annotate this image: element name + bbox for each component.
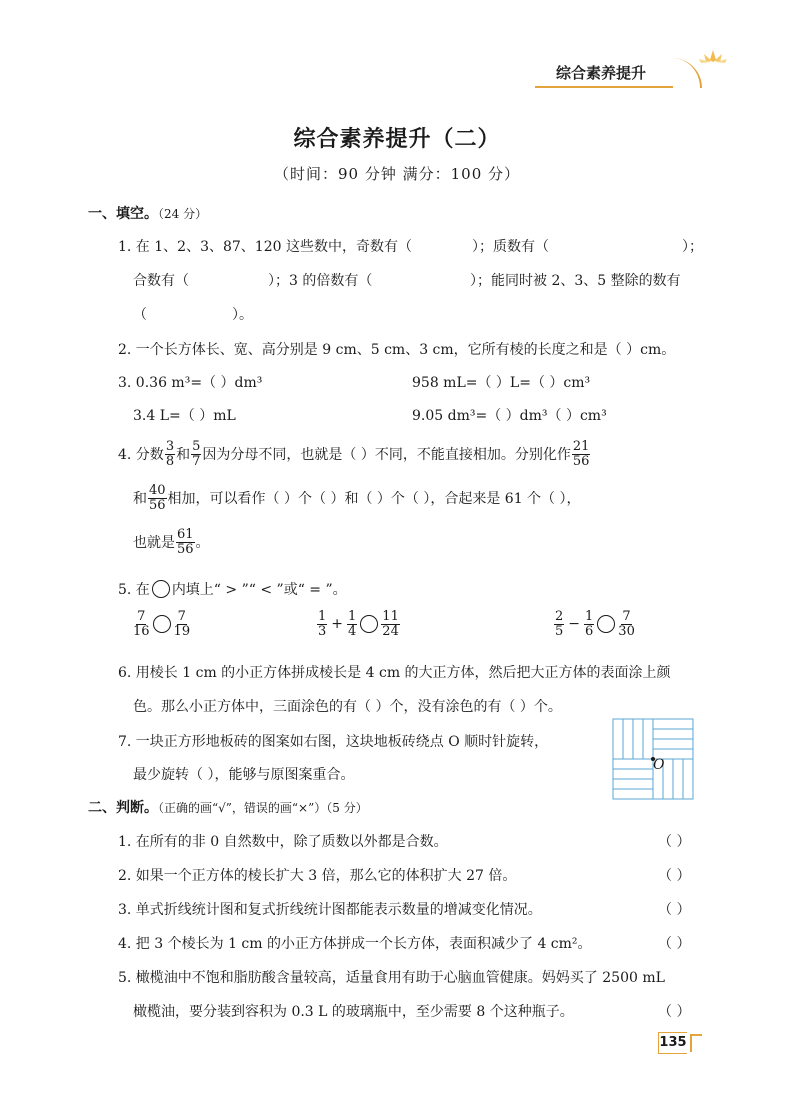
page-corner-mark (690, 1034, 702, 1052)
q4-l2-pre: 和 (133, 491, 147, 508)
q3-c: 3.4 L=（ ）mL (133, 408, 236, 424)
fraction: $\frac{2}{5}$ (555, 609, 564, 639)
judge-item-5: 5. 橄榄油中不饱和脂肪酸含量较高，适量食用有助于心脑血管健康。妈妈买了 2500 mL (118, 970, 665, 986)
q4-line2 (133, 484, 581, 512)
header-arc (660, 58, 702, 88)
section-title: 二、判断。 (88, 800, 158, 816)
fraction: $\frac{7}{30}$ (618, 609, 635, 639)
q4-line1 (118, 440, 591, 468)
q1-text: 1. 在 1、2、3、87、120 这些数中，奇数有（ (118, 239, 412, 255)
header-lotus-icon (698, 48, 728, 68)
fraction: $\frac{1}{6}$ (585, 609, 594, 639)
compare-circle[interactable] (597, 615, 615, 633)
q1-line1 (118, 236, 412, 256)
answer-paren[interactable]: （ ） (658, 902, 691, 918)
q5-text: 5. 在 (118, 582, 150, 598)
q4-and: 和 (176, 447, 191, 464)
circle-icon (152, 580, 170, 598)
q6-line2: 色。那么小正方体中，三面涂色的有（ ）个，没有涂色的有（ ）个。 (133, 699, 562, 715)
answer-paren[interactable]: （ ） (658, 834, 691, 850)
q5-compare-2 (316, 610, 401, 638)
q1-line3-a: （ (133, 307, 147, 323)
page-subtitle: （时间：90 分钟 满分：100 分） (273, 165, 521, 183)
judge-item-1: 1. 在所有的非 0 自然数中，除了质数以外都是合数。 (118, 834, 448, 850)
fraction-61-56: $\frac{61}{56}$ (177, 527, 194, 557)
judge-item-4: 4. 把 3 个棱长为 1 cm 的小正方体拼成一个长方体，表面积减少了 4 cm²。 (118, 936, 592, 952)
answer-paren[interactable]: （ ） (658, 1004, 691, 1020)
q5-text2: 内填上“ > ”“ < ”或“ = ”。 (171, 582, 347, 598)
judge-item-2: 2. 如果一个正方体的棱长扩大 3 倍，那么它的体积扩大 27 倍。 (118, 868, 517, 884)
q4-l3-pre: 也就是 (133, 535, 175, 552)
fraction: $\frac{1}{3}$ (318, 609, 327, 639)
q5-compare-1 (132, 610, 191, 638)
q1-line3-b: ）。 (232, 307, 253, 323)
answer-paren[interactable]: （ ） (658, 868, 691, 884)
header-underline (535, 86, 673, 88)
fraction: $\frac{7}{19}$ (173, 609, 191, 639)
q3-d: 9.05 dm³=（ ）dm³（ ）cm³ (412, 408, 607, 424)
header-tag: 综合素养提升 (556, 64, 647, 82)
section-score: （正确的画“√”，错误的画“×”）（5 分） (158, 801, 368, 815)
judge-item-3: 3. 单式折线统计图和复式折线统计图都能表示数量的增减变化情况。 (118, 902, 542, 918)
q4-pre: 4. 分数 (118, 447, 164, 464)
section-score: （24 分） (158, 207, 208, 221)
point-o-label: O (653, 757, 665, 773)
compare-circle[interactable] (360, 615, 378, 633)
q1-line1-c: ）； (682, 239, 703, 255)
section-title: 一、填空。 (88, 206, 158, 222)
q5-line (118, 579, 347, 599)
q7-line1: 7. 一块正方形地板砖的图案如右图，这块地板砖绕点 O 顺时针旋转， (118, 734, 549, 750)
q1-line2-a: 合数有（ (133, 273, 189, 289)
minus-sign: − (568, 616, 581, 633)
q4-l3-post: 。 (195, 535, 210, 552)
section-heading-fill (88, 203, 207, 223)
q2-line: 2. 一个长方体长、宽、高分别是 9 cm、5 cm、3 cm，它所有棱的长度之和是（ ）cm。 (118, 342, 676, 358)
q5-compare-3 (553, 610, 636, 638)
plus-sign: + (331, 616, 344, 633)
fraction: $\frac{1}{4}$ (348, 609, 357, 639)
q3-a: 3. 0.36 m³=（ ）dm³ (118, 375, 263, 391)
q1-line2-c: ）；能同时被 2、3、5 整除的数有 (470, 273, 681, 289)
q1-line1-b: ）；质数有（ (472, 239, 549, 255)
q7-line2: 最少旋转（ ），能够与原图案重合。 (133, 767, 355, 783)
q4-line3 (133, 528, 210, 556)
q3-b: 958 mL=（ ）L=（ ）cm³ (412, 375, 591, 391)
page-number: 135 (658, 1032, 687, 1054)
fraction-3-8: $\frac{3}{8}$ (165, 439, 175, 469)
q1-line2-b: ）；3 的倍数有（ (268, 273, 373, 289)
fraction: $\frac{11}{24}$ (382, 609, 399, 639)
section-heading-judge (88, 797, 368, 817)
q6-line1: 6. 用棱长 1 cm 的小正方体拼成棱长是 4 cm 的大正方体，然后把大正方体的表面涂上颜 (118, 665, 671, 681)
page-title: 综合素养提升（二） (293, 127, 501, 152)
q4-mid: 因为分母不同，也就是（ ）不同，不能直接相加。分别化作 (202, 447, 571, 464)
compare-circle[interactable] (153, 615, 171, 633)
fraction-40-56: $\frac{40}{56}$ (149, 483, 166, 513)
answer-paren[interactable]: （ ） (658, 936, 691, 952)
judge-item-5-line2: 橄榄油，要分装到容积为 0.3 L 的玻璃瓶中，至少需要 8 个这种瓶子。 (133, 1004, 574, 1020)
fraction: $\frac{7}{16}$ (133, 609, 150, 639)
fraction-21-56: $\frac{21}{56}$ (572, 439, 590, 469)
fraction-5-7: $\frac{5}{7}$ (192, 439, 201, 469)
q4-l2-post: 相加，可以看作（ ）个（ ）和（ ）个（ ），合起来是 61 个（ ）， (167, 491, 581, 508)
